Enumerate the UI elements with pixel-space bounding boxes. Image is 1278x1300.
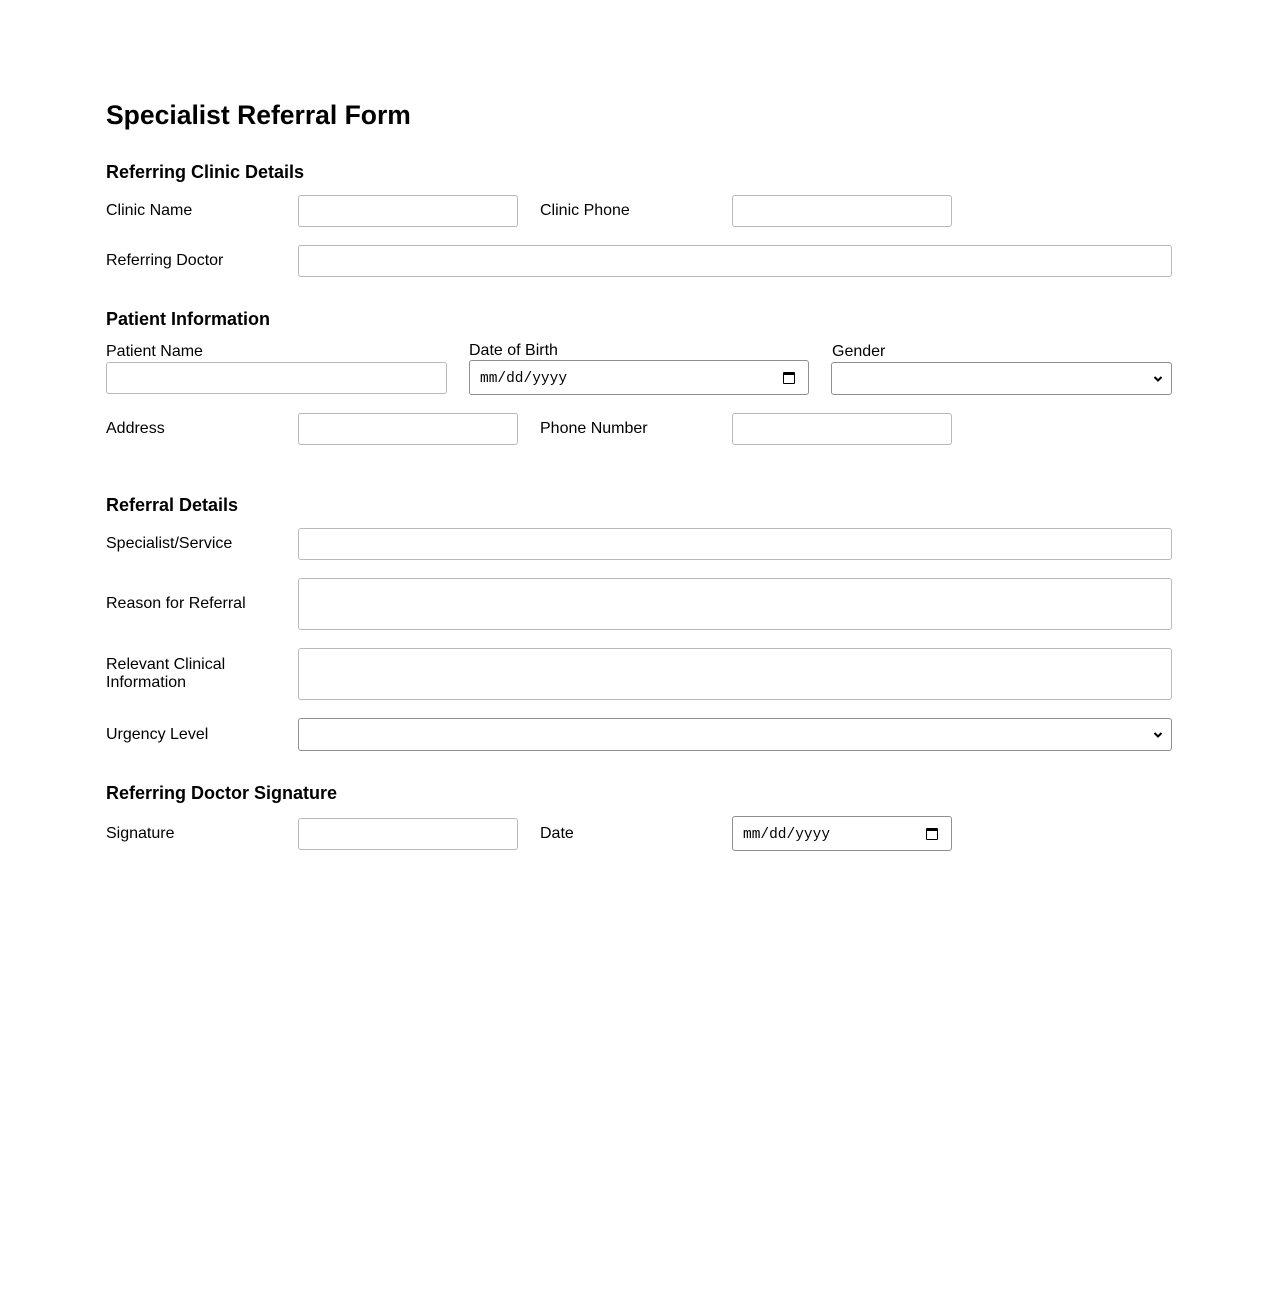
address-label: Address (106, 420, 165, 437)
dob-placeholder: mm/dd/yyyy (480, 371, 568, 387)
chevron-down-icon (1153, 730, 1163, 740)
address-input[interactable] (298, 413, 518, 445)
urgency-select[interactable] (298, 718, 1172, 751)
specialist-label: Specialist/Service (106, 535, 233, 552)
signature-input[interactable] (298, 818, 518, 850)
urgency-label: Urgency Level (106, 726, 209, 743)
clinic-name-label: Clinic Name (106, 202, 193, 219)
section-heading-referral: Referral Details (106, 495, 239, 515)
calendar-icon[interactable] (783, 372, 795, 384)
section-heading-clinic: Referring Clinic Details (106, 162, 305, 182)
referring-doctor-label: Referring Doctor (106, 252, 224, 269)
clinic-name-input[interactable] (298, 195, 518, 227)
dob-label: Date of Birth (469, 342, 558, 359)
patient-name-input[interactable] (106, 362, 447, 394)
gender-select[interactable] (831, 362, 1172, 395)
signature-date-label: Date (540, 825, 574, 842)
clinic-phone-input[interactable] (732, 195, 952, 227)
section-heading-patient: Patient Information (106, 309, 271, 329)
clinical-info-label-line1: Relevant Clinical (106, 656, 226, 673)
phone-number-label: Phone Number (540, 420, 648, 437)
gender-label: Gender (832, 343, 886, 360)
dob-input[interactable] (469, 360, 809, 395)
referring-doctor-input[interactable] (298, 245, 1172, 277)
signature-label: Signature (106, 825, 175, 842)
clinical-info-label (106, 656, 225, 692)
signature-date-placeholder: mm/dd/yyyy (743, 827, 831, 843)
section-heading-signature: Referring Doctor Signature (106, 783, 338, 803)
phone-number-input[interactable] (732, 413, 952, 445)
patient-name-label: Patient Name (106, 343, 203, 360)
specialist-input[interactable] (298, 528, 1172, 560)
page-title: Specialist Referral Form (106, 100, 411, 130)
calendar-icon[interactable] (926, 828, 938, 840)
signature-date-input[interactable] (732, 816, 952, 851)
clinical-info-label-line2: Information (106, 674, 187, 691)
reason-textarea[interactable] (298, 578, 1172, 630)
chevron-down-icon (1153, 374, 1163, 384)
clinic-phone-label: Clinic Phone (540, 202, 630, 219)
clinical-info-textarea[interactable] (298, 648, 1172, 700)
reason-label: Reason for Referral (106, 595, 246, 612)
